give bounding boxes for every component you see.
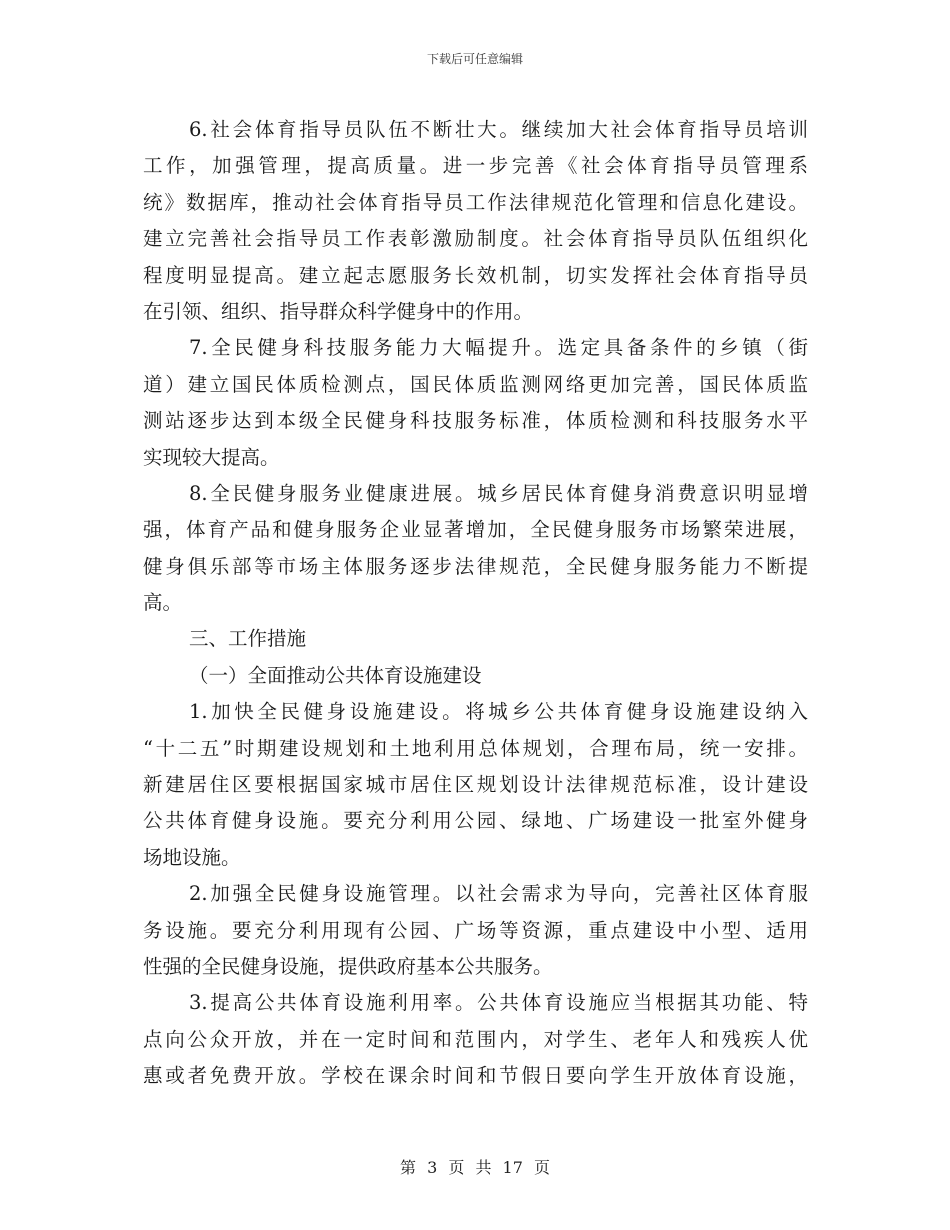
text-line: 高。 xyxy=(143,591,183,615)
text-line: 强，体育产品和健身服务企业显著增加，全民健身服务市场繁荣进展， xyxy=(143,518,808,542)
text-line: 性强的全民健身设施，提供政府基本公共服务。 xyxy=(143,954,553,978)
page-header: 下载后可任意编辑 xyxy=(426,52,523,66)
text-line: 务设施。要充分利用现有公园、广场等资源，重点建设中小型、适用 xyxy=(143,918,808,942)
text-line: 点向公众开放，并在一定时间和范围内，对学生、老年人和残疾人优 xyxy=(143,1027,808,1051)
document-body xyxy=(143,112,808,1095)
text-line: 道）建立国民体质检测点，国民体质监测网络更加完善，国民体质监 xyxy=(143,372,808,396)
text-line: 6.社会体育指导员队伍不断壮大。继续加大社会体育指导员培训 xyxy=(189,118,808,141)
text-line: 公共体育健身设施。要充分利用公园、绿地、广场建设一批室外健身 xyxy=(143,809,808,833)
text-line: 3.提高公共体育设施利用率。公共体育设施应当根据其功能、特 xyxy=(189,991,808,1015)
text-line: 8.全民健身服务业健康进展。城乡居民体育健身消费意识明显增 xyxy=(189,481,808,505)
text-line: 在引领、组织、指导群众科学健身中的作用。 xyxy=(143,299,534,323)
text-line: 程度明显提高。建立起志愿服务长效机制，切实发挥社会体育指导员 xyxy=(143,263,808,287)
text-line: 7.全民健身科技服务能力大幅提升。选定具备条件的乡镇（街 xyxy=(189,336,808,360)
text-line: （一）全面推动公共体育设施建设 xyxy=(189,663,482,687)
text-line: 1.加快全民健身设施建设。将城乡公共体育健身设施建设纳入 xyxy=(189,700,808,724)
page-footer: 第 3 页 共 17 页 xyxy=(400,1158,550,1177)
text-line: 2.加强全民健身设施管理。以社会需求为导向，完善社区体育服 xyxy=(189,882,808,906)
text-line: 新建居住区要根据国家城市居住区规划设计法律规范标准，设计建设 xyxy=(143,773,808,797)
text-line: 测站逐步达到本级全民健身科技服务标准，体质检测和科技服务水平 xyxy=(143,409,808,433)
text-line: 三、工作措施 xyxy=(189,627,307,651)
text-line: 实现较大提高。 xyxy=(143,445,280,469)
text-line: 场地设施。 xyxy=(143,845,241,869)
text-line: 健身俱乐部等市场主体服务逐步法律规范，全民健身服务能力不断提 xyxy=(143,554,808,578)
text-line: “十二五”时期建设规划和土地利用总体规划，合理布局，统一安排。 xyxy=(143,736,808,760)
text-line: 建立完善社会指导员工作表彰激励制度。社会体育指导员队伍组织化 xyxy=(143,227,808,251)
text-line: 工作，加强管理，提高质量。进一步完善《社会体育指导员管理系 xyxy=(143,154,808,178)
text-line: 统》数据库，推动社会体育指导员工作法律规范化管理和信息化建设。 xyxy=(143,190,808,214)
text-line: 惠或者免费开放。学校在课余时间和节假日要向学生开放体育设施， xyxy=(143,1064,808,1088)
